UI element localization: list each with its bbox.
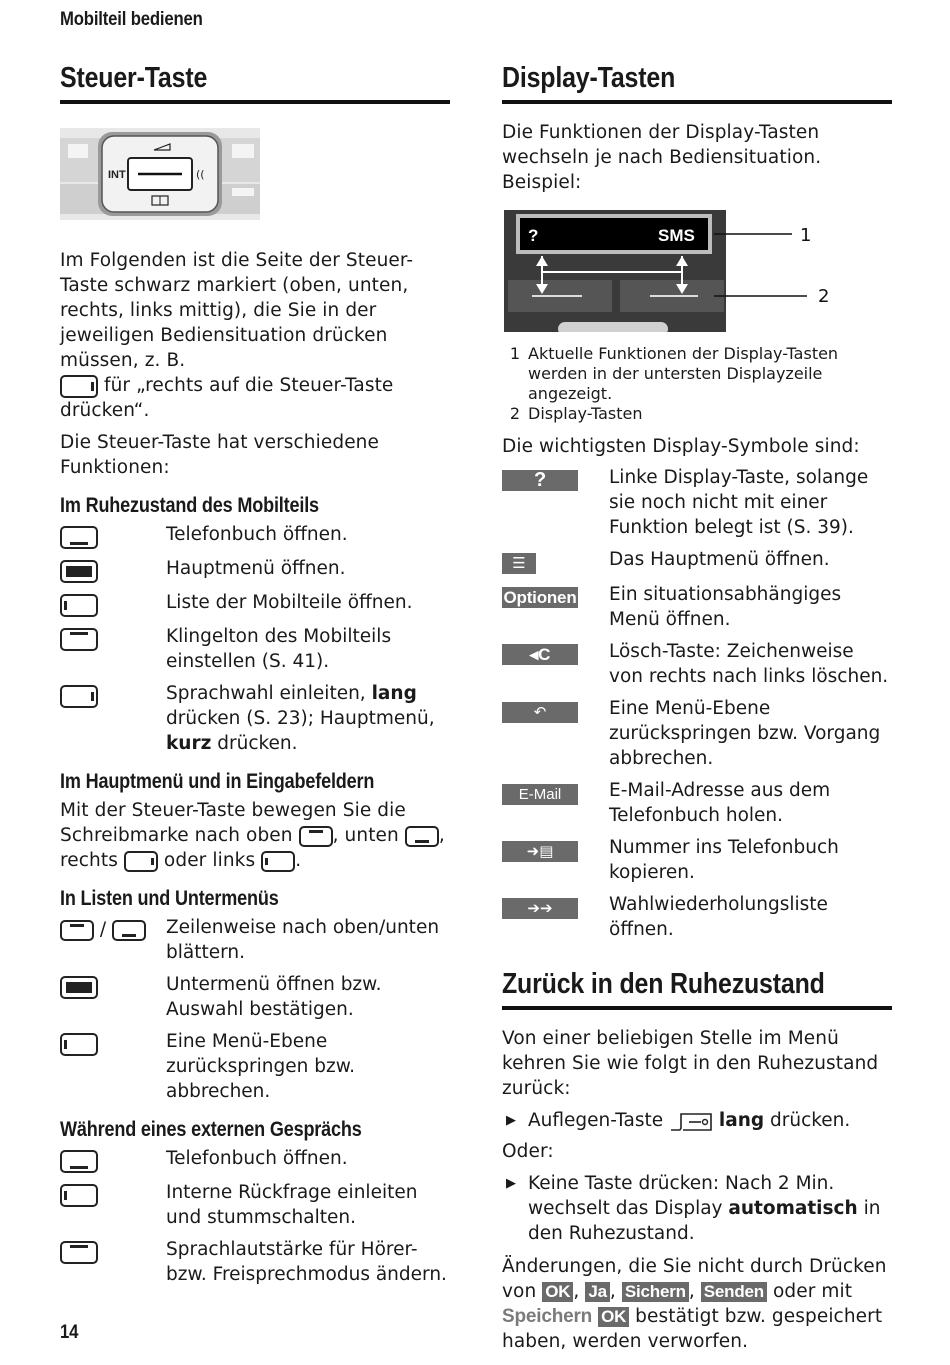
menu-icon: ☰ [502,553,536,574]
bullet-icon: ▶ [506,1176,516,1191]
question-symbol: ? [502,470,578,491]
list-item: Hauptmenü öffnen. [60,556,450,583]
senden-chip: Senden [701,1282,767,1302]
heading-idle: Im Ruhezustand des Mobilteils [60,494,319,517]
right-column [502,58,892,1354]
list-item: Sprachwahl einleiten, lang drücken (S. 23); Hauptmenü, kurz drücken. [60,681,450,756]
copy-to-phonebook-icon: ➜▤ [502,841,578,862]
nav-key-left-icon [261,851,295,872]
nav-key-down-icon [60,526,98,549]
list-item: Untermenü öffnen bzw. Auswahl bestätigen. [60,972,450,1022]
ok-chip: OK [598,1307,629,1327]
control-key-image [60,128,260,220]
list-item: Klingelton des Mobilteils einstellen (S. 41). [60,624,450,674]
ok-chip: OK [542,1282,573,1302]
image-caption [502,344,892,424]
running-head: Mobilteil bedienen [60,9,203,30]
svg-text:2: 2 [818,286,830,307]
section-title-steuer-taste: Steuer-Taste [60,58,450,104]
list-item: Optionen Ein situationsabhängiges Menü öffnen. [503,584,842,630]
ja-chip: Ja [585,1282,610,1302]
email-symbol: E-Mail [502,784,578,805]
changes-paragraph: Änderungen, die Sie nicht durch Drücken von OK , Ja , Sichern , Senden oder mit Speichern OK bestätigt bzw. gespeichert haben, werden verworfen. [502,1256,887,1352]
svg-text:SMS: SMS [658,226,695,245]
section-title-ruhezustand: Zurück in den Ruhezustand [502,964,892,1010]
end-call-key-icon [669,1110,713,1132]
symbols-intro: Die wichtigsten Display-Symbole sind: [502,436,860,457]
nav-key-down-icon [405,826,439,847]
back-icon: ↶ [502,702,578,723]
list-item: ➔➔ Wahlwiederholungsliste öffnen. [502,892,892,942]
list-item: Eine Menü-Ebene zurückspringen bzw. abbrechen. [60,1029,450,1104]
svg-text:INT: INT [108,169,126,181]
display-keys-image [502,210,830,332]
nav-key-left-icon [60,1033,98,1056]
nav-key-left-icon [60,594,98,617]
list-item: ➜▤ Nummer ins Telefonbuch kopieren. [502,835,892,885]
sichern-chip: Sichern [622,1282,689,1302]
section-title-display-tasten: Display-Tasten [502,58,892,104]
list-item: ☰ Das Hauptmenü öffnen. [502,547,892,575]
intro-paragraph: Im Folgenden ist die Seite der Steuer-Taste schwarz markiert (oben, unten, rechts, links mittig), die Sie in der jeweiligen Bediensituation drücken müssen, z. B. für „rechts auf die Steuer-Taste drücken“. [60,250,414,421]
list-item: ? Linke Display-Taste, solange sie noch nicht mit einer Funktion belegt ist (S. 39). [502,465,892,540]
nav-key-up-icon [60,1241,98,1264]
speichern-label: Speichern [502,1306,593,1327]
svg-text:((: (( [196,168,205,181]
nav-key-up-icon [299,826,333,847]
options-symbol: Optionen [503,588,577,607]
heading-menu: Im Hauptmenü und in Eingabefeldern [60,770,375,793]
list-item: Telefonbuch öffnen. [60,1146,450,1173]
list-item: Liste der Mobilteile öffnen. [60,590,450,617]
bullet-icon: ▶ [506,1113,516,1128]
list-item: Interne Rückfrage einleiten und stummschalten. [60,1180,450,1230]
list-item: ◂C Lösch-Taste: Zeichenweise von rechts nach links löschen. [502,639,892,689]
list-item: 2 Display-Tasten [509,404,643,423]
functions-paragraph: Die Steuer-Taste hat verschiedene Funktionen: [60,432,379,478]
back-intro: Von einer beliebigen Stelle im Menü kehren Sie wie folgt in den Ruhezustand zurück: [502,1028,879,1099]
list-item: Telefonbuch öffnen. [60,522,450,549]
display-keys-illustration [502,210,832,332]
nav-key-right-icon [60,375,98,398]
nav-key-up-icon [60,920,94,941]
or-text: Oder: [502,1141,554,1162]
nav-key-right-icon [60,685,98,708]
list-item: / Zeilenweise nach oben/unten blättern. [60,915,450,965]
left-column [60,58,450,1294]
svg-text:?: ? [528,226,539,245]
page-number: 14 [60,1322,79,1343]
list-item: ↶ Eine Menü-Ebene zurückspringen bzw. Vorgang abbrechen. [502,696,892,771]
nav-key-center-icon [60,560,98,583]
heading-lists: In Listen und Untermenüs [60,887,279,910]
menu-paragraph: Mit der Steuer-Taste bewegen Sie die Schreibmarke nach oben , unten , rechts oder links . [60,800,445,871]
list-item: ▶ Auflegen-Taste lang drücken. [502,1108,892,1133]
heading-call: Während eines externen Gesprächs [60,1118,362,1141]
nav-key-right-icon [124,851,158,872]
list-item: ▶ Keine Taste drücken: Nach 2 Min. wechselt das Display automatisch in den Ruhezustand. [502,1171,892,1246]
list-item: 1 Aktuelle Funktionen der Display-Tasten werden in der untersten Displayzeile angezeigt. [509,344,839,403]
redial-icon: ➔➔ [502,898,578,919]
nav-key-left-icon [60,1184,98,1207]
display-intro: Die Funktionen der Display-Tasten wechseln je nach Bediensituation. Beispiel: [502,122,822,193]
delete-icon: ◂C [502,644,578,665]
nav-key-down-icon [60,1150,98,1173]
svg-text:1: 1 [800,225,812,246]
nav-key-center-icon [60,976,98,999]
nav-key-up-icon [60,628,98,651]
list-item: Sprachlautstärke für Hörer- bzw. Freisprechmodus ändern. [60,1237,450,1287]
nav-key-down-icon [112,920,146,941]
list-item: E-Mail E-Mail-Adresse aus dem Telefonbuch holen. [502,778,892,828]
